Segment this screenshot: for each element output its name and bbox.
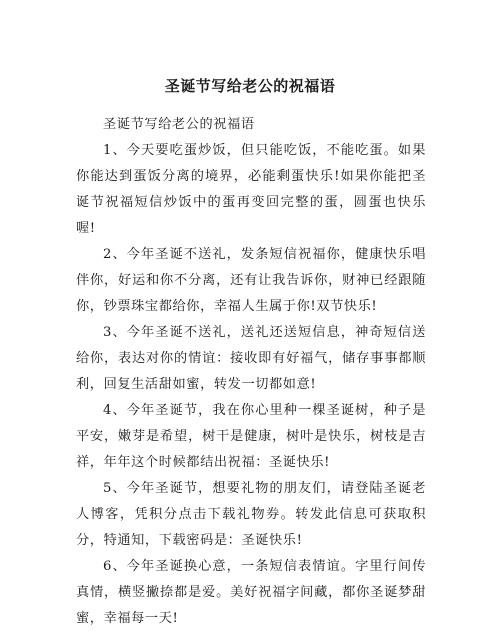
paragraph-1: 1、今天要吃蛋炒饭，但只能吃饭，不能吃蛋。如果你能达到蛋饭分离的境界，必能剩蛋快乐!如果你能把圣诞节祝福短信炒饭中的蛋再变回完整的蛋，圆蛋也快乐喔! xyxy=(76,143,426,236)
paragraph-6: 6、今年圣诞换心意，一条短信表情谊。字里行间传真情，横竖撇捺都是爱。美好祝福字间藏，都你圣诞梦甜蜜，幸福每一天! xyxy=(76,559,426,626)
paragraph-4: 4、今年圣诞节，我在你心里种一棵圣诞树，种子是平安，嫩芽是希望，树干是健康，树叶是快乐，树枝是吉祥，年年这个时候都结出祝福：圣诞快乐! xyxy=(76,403,426,470)
paragraph-5: 5、今年圣诞节，想要礼物的朋友们，请登陆圣诞老人博客，凭积分点击下载礼物券。转发此信息可获取积分，特通知，下载密码是：圣诞快乐! xyxy=(76,481,426,548)
paragraph-3: 3、今年圣诞不送礼，送礼还送短信息，神奇短信送给你，表达对你的情谊：接收即有好福气，储存事事都顺利，回复生活甜如蜜，转发一切都如意! xyxy=(76,325,426,392)
paragraph-subtitle: 圣诞节写给老公的祝福语 xyxy=(103,117,255,132)
paragraph-2: 2、今年圣诞不送礼，发条短信祝福你，健康快乐唱伴你，好运和你不分离，还有让我告诉你，财神已经跟随你，钞票珠宝都给你，幸福人生属于你!双节快乐! xyxy=(76,247,426,314)
document-title: 圣诞节写给老公的祝福语 xyxy=(164,77,336,95)
document-body xyxy=(76,112,426,632)
